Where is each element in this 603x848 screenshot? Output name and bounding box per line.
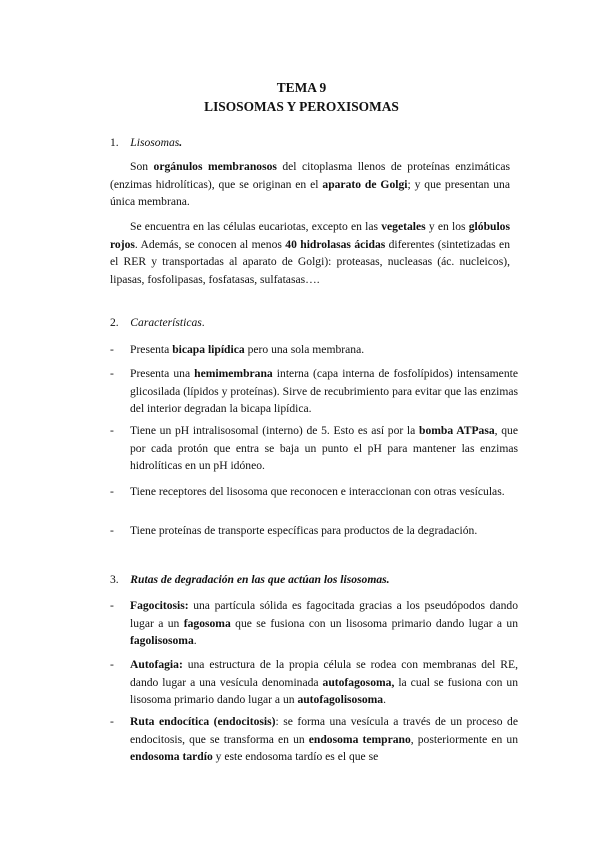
text-run: pero una sola membrana. bbox=[244, 343, 365, 356]
section-3-title: Rutas de degradación en las que actúan los lisosomas. bbox=[130, 573, 390, 586]
text-run: Presenta bbox=[130, 343, 173, 356]
bold-run: aparato de Golgi bbox=[322, 177, 408, 191]
text-run: , posteriormente en un bbox=[410, 732, 519, 746]
bold-run: 40 hidrolasas ácidas bbox=[285, 237, 386, 251]
text-run: y este endosoma tardío es el que se bbox=[212, 750, 379, 763]
text-run: una estructura de la propia célula se rodea con membranas del RE, dando lugar a una vesícula denominada bbox=[130, 658, 518, 689]
bold-run: autofagolisosoma bbox=[297, 693, 384, 706]
section-1-number: 1. bbox=[110, 136, 119, 149]
text-run: . Además, se conocen al menos bbox=[134, 237, 286, 251]
bold-run: autofagosoma, bbox=[322, 675, 395, 689]
bullet-dash: - bbox=[110, 658, 114, 671]
bold-run: fagolisosoma bbox=[130, 634, 194, 647]
bullet-dash: - bbox=[110, 485, 114, 498]
bold-run: endosoma temprano bbox=[308, 732, 411, 746]
bullet-dash: - bbox=[110, 599, 114, 612]
bold-run: Fagocitosis: bbox=[130, 599, 189, 612]
bold-run: bomba ATPasa bbox=[419, 424, 495, 437]
bullet-dash: - bbox=[110, 524, 114, 537]
section-1-dot: . bbox=[179, 136, 183, 149]
bullet-dash: - bbox=[110, 343, 114, 356]
section-1-paragraph-1 bbox=[110, 158, 510, 211]
text-run: una partícula sólida es fagocitada gracias a los pseudópodos dando lugar a un bbox=[130, 599, 518, 630]
section-1-heading bbox=[110, 136, 182, 149]
bullet-dash: - bbox=[110, 424, 114, 437]
bold-run: Ruta endocítica (endocitosis) bbox=[130, 715, 276, 728]
text-run: ; y que presentan una única membrana. bbox=[110, 177, 510, 208]
text-run: la cual se fusiona con un lisosoma primario dando lugar a un bbox=[130, 675, 518, 706]
bold-run: glóbulos rojos bbox=[110, 220, 510, 251]
text-run: del citoplasma llenos de proteínas enzimáticas (enzimas hidrolíticas), que se originan en el bbox=[110, 160, 510, 191]
text-run: , que por cada protón que entra se baja un punto el pH para mantener las enzimas hidrolíticas en un pH idóneo. bbox=[130, 424, 518, 472]
section-2-heading bbox=[110, 316, 205, 329]
text-run: Tiene receptores del lisosoma que reconocen e interaccionan con otras vesículas. bbox=[130, 485, 505, 498]
bold-run: Autofagia: bbox=[130, 658, 183, 671]
bold-run: bicapa lipídica bbox=[172, 343, 245, 356]
text-run: Son bbox=[130, 160, 154, 173]
bold-run: fagosoma bbox=[183, 616, 231, 630]
bold-run: hemimembrana bbox=[194, 367, 273, 380]
text-run: Tiene proteínas de transporte específicas para productos de la degradación. bbox=[130, 524, 478, 537]
text-run: interna (capa interna de fosfolípidos) intensamente glicosilada (lípidos y proteínas). Sirve de recubrimiento para evitar que las enzimas del interior degradan la bicapa lipídica. bbox=[130, 367, 518, 415]
title-line-2: LISOSOMAS Y PEROXISOMAS bbox=[204, 99, 399, 114]
section-3-heading bbox=[110, 573, 390, 586]
section-1-paragraph-2 bbox=[110, 218, 510, 288]
text-run: Presenta una bbox=[130, 367, 195, 380]
section-1-title: Lisosomas bbox=[130, 136, 180, 149]
bold-run: endosoma tardío bbox=[130, 750, 213, 763]
text-run: Se encuentra en las células eucariotas, excepto en las bbox=[130, 220, 382, 233]
text-run: diferentes (sintetizadas en el RER y transportadas al aparato de Golgi): proteasas, nucleasas (ác. nucleicos), lipasas, fosfolipasas, fosfatasas, sulfatasas…. bbox=[110, 237, 510, 286]
text-run: y en los bbox=[425, 220, 469, 233]
bold-run: orgánulos membranosos bbox=[153, 160, 277, 173]
bullet-dash: - bbox=[110, 367, 114, 380]
section-2-title: Características bbox=[130, 316, 202, 329]
bullet-dash: - bbox=[110, 715, 114, 728]
text-run: que se fusiona con un lisosoma primario dando lugar a un bbox=[230, 616, 518, 630]
text-run: : se forma una vesícula a través de un proceso de endocitosis, que se transforma en un bbox=[130, 715, 518, 746]
bold-run: vegetales bbox=[381, 220, 426, 233]
text-run: . bbox=[193, 634, 197, 647]
section-2-number: 2. bbox=[110, 316, 119, 329]
title-line-1: TEMA 9 bbox=[276, 80, 327, 95]
text-run: Tiene un pH intralisosomal (interno) de 5. Esto es así por la bbox=[130, 424, 420, 437]
section-2-dot: . bbox=[201, 316, 205, 329]
section-3-number: 3. bbox=[110, 573, 119, 586]
text-run: . bbox=[383, 693, 387, 706]
